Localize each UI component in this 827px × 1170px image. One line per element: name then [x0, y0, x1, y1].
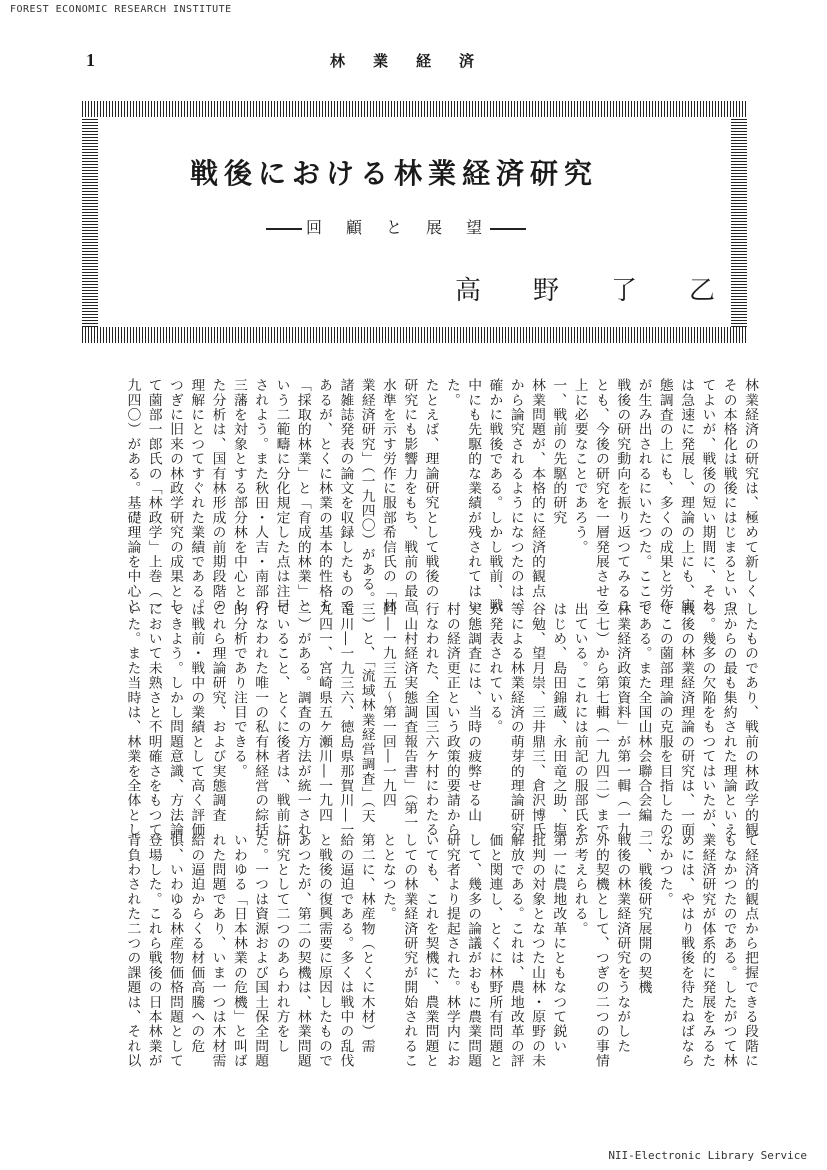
- subtitle-text: 回 顧 と 展 望: [306, 218, 487, 237]
- frame-border-top: [82, 101, 747, 117]
- body-column-bottom: て経済的観点から把握できる段階に もなかつたのである。したがつて林 業経済研究が体系的に発展をみるた めには、やはり戦後を待たねばなら なかつた。 二、戦後研究展開の契機 戦後の林業経済研究をうながした 外的契機として、つぎの二つの事情 が考えられる。 第一に農地改革にともなつて鋭い 批判の対象となつた山林・原野の未 解放である。これは、農地改革の評 価と関連し、とくに林野所有問題と して、幾多の論議がおもに農業問題 研究者より提起された。林学内にお いても、これを契機に、農業問題と しての林業経済研究が開始されるこ ととなつた。 第二に、林産物（とくに木材）需 給の逼迫である。多くは戦中の乱伐 と戦後の復興需要に原因したもので あつたが、第二の契機は、林業問題 研究として二つのあらわれ方をし た。一つは資源および国土保全問題 いわゆる「日本林業の危機」と叫ば れた問題であり、いま一つは木材需 給の逼迫からくる材価高騰への危 惧、いわゆる林産物価格問題として 登場した。これら戦後の日本林業が 背負わされた二つの課題は、それ以: [124, 833, 758, 1069]
- body-column-top: 林業経済の研究は、極めて新しく その本格化は戦後にはじまるといつ てよいが、戦後の短い期間に、それ は急速に発展し、理論の上にも、実 態調査の上にも、多くの成果と労作 が生み出されるにいたつた。ここで 戦後の研究動向を振り返つてみるこ とも、今後の研究を一層発展させる 上に必要なことであろう。 一、戦前の先駆的研究 林業問題が、本格的に経済的観点 から論究されるようになつたのは、 確かに戦後である。しかし戦前、戦 中にも先駆的な業績が残されてはい た。 たとえば、理論研究として戦後の 研究にも影響力をもち、戦前の最高 水準を示す労作に服部希信氏の「林 業経済研究」（一九四〇）がある。 諸雑誌発表の論文を収録したもので あるが、とくに林業の基本的性格を 「採取的林業」と「育成的林業」と いう二範疇に分化規定した点は注目 されよう。また秋田・人吉・南部の 三藩を対象とする部分林を中心とし た分析は、国有林形成の前期段階の 理解にとつてすぐれた業績である。 つぎに旧来の林政学研究の成果とし て薗部一郎氏の「林政学」上巻（一 九四〇）がある。基礎理論を中心と: [124, 378, 758, 614]
- footer-service: NII-Electronic Library Service: [608, 1149, 807, 1162]
- frame-border-left: [82, 117, 98, 327]
- frame-border-bottom: [82, 327, 747, 343]
- page-number: 1: [86, 50, 95, 70]
- subtitle-dash-left: [266, 228, 302, 230]
- author-name: 高野了乙: [455, 276, 768, 306]
- subtitle-dash-right: [490, 228, 526, 230]
- body-column-middle: したものであり、戦前の林政学的観 点からの最も集約された理論といえ る。幾多の欠陥をもつてはいたが、 戦後の林業経済理論の研究は、一面 でこの薗部理論の克服を目指したの である。また全国山林会聯合会編「 林業経済政策資料」が第一輯（一九 三七）から第七輯（一九四二）まで 出ている。これには前記の服部氏を はじめ、島田錦蔵、永田竜之助、塩 谷勉、望月崇、三井鼎三、倉沢博氏 等による林業経済の萌芽的理論研究 が発表されている。 実態調査には、当時の疲弊せる山 村の経済更正という政策的要請から 行なわれた、全国三六ケ村にわたる 「山村経済実態調査報告書」（第一 回―一九三五～第一回―一九四 三）と、「流域林業経営調査」（天 竜川―一九三六、徳島県那賀川―一 九四一、宮崎県五ケ瀬川―一九四 二）がある。調査の方法が統一され ていること、とくに後者は、戦前に 行なわれた唯一の私有林経営の綜括 的分析であり注目できる。 これら理論研究、および実態調査 は戦前・戦中の業績として高く評価 できよう。しかし問題意識、方法論 において未熟さと不明確さをもつて いた。また当時は、林業を全体とし: [124, 602, 758, 838]
- journal-title: 林業経済: [330, 52, 503, 70]
- institute-header: FOREST ECONOMIC RESEARCH INSTITUTE: [10, 4, 232, 15]
- article-title: 戦後における林業経済研究: [190, 157, 599, 190]
- article-subtitle: [262, 215, 530, 238]
